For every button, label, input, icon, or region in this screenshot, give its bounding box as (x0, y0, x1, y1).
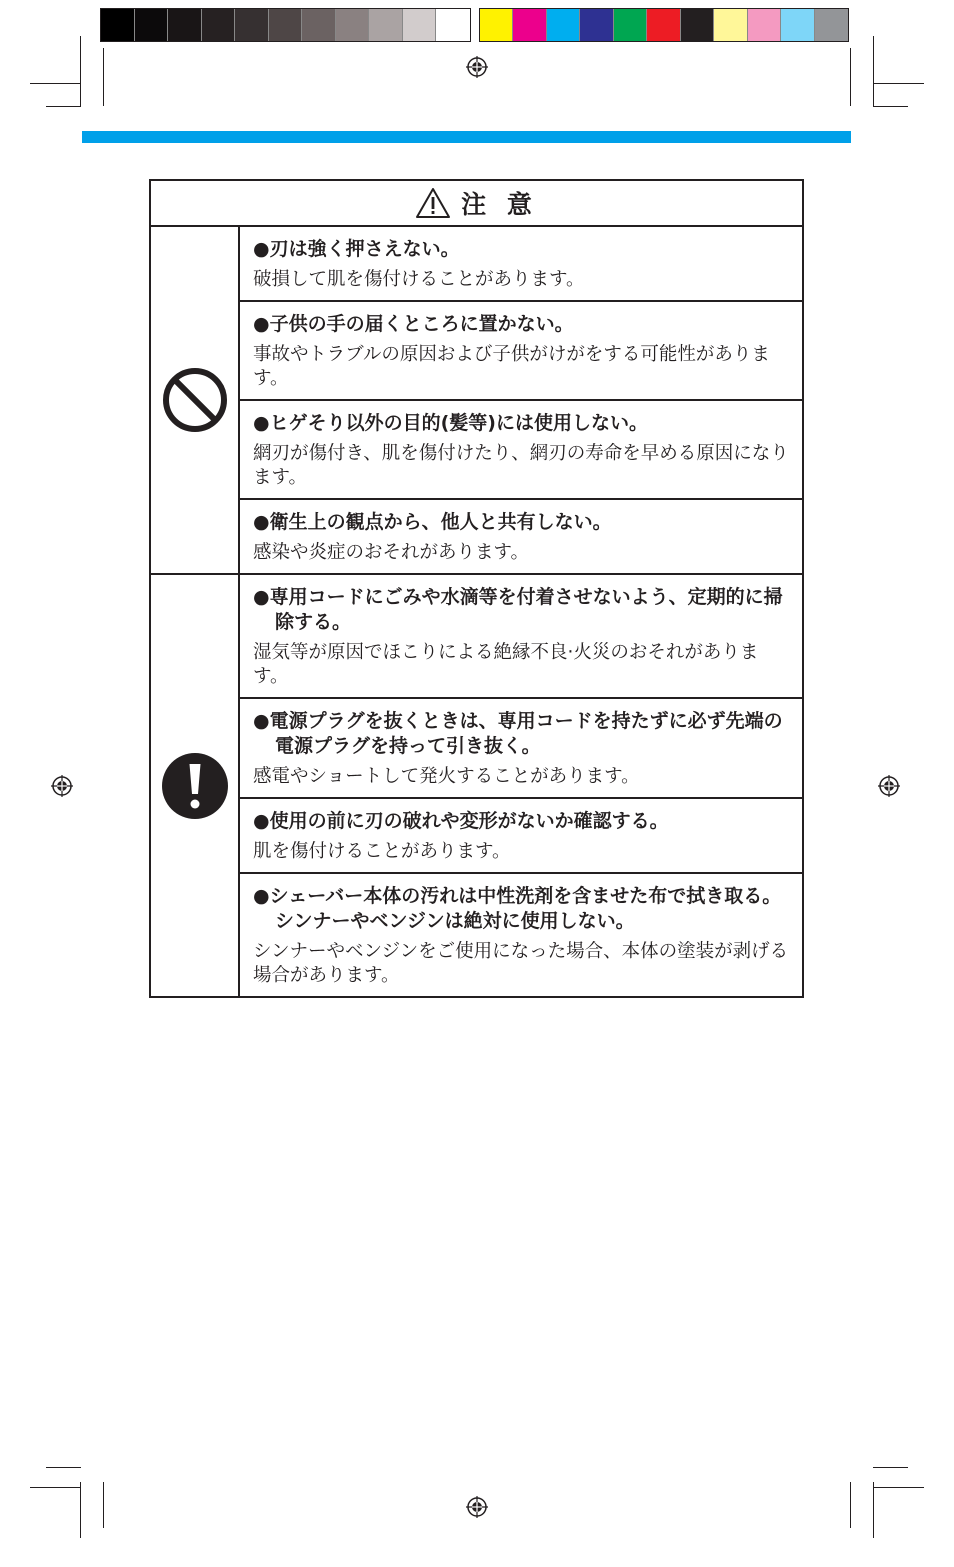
color-swatch (547, 9, 581, 41)
color-swatch (513, 9, 547, 41)
color-swatch (580, 9, 614, 41)
color-swatch (202, 9, 236, 41)
color-swatch (748, 9, 782, 41)
caution-item (240, 799, 802, 874)
registration-mark-icon (466, 56, 488, 78)
caution-item-heading: ●専用コードにごみや水滴等を付着させないよう、定期的に掃除する。 (253, 586, 783, 633)
caution-item-body: シンナーやベンジンをご使用になった場合、本体の塗装が剥げる場合があります。 (253, 941, 789, 986)
section-color-band (82, 131, 851, 143)
caution-item (240, 575, 802, 699)
caution-item-heading: ●刃は強く押さえない。 (253, 238, 460, 260)
registration-mark-icon (878, 775, 900, 797)
color-swatch (647, 9, 681, 41)
prohibition-symbol-cell (151, 227, 240, 573)
color-swatch (336, 9, 370, 41)
mandatory-symbol-cell (151, 575, 240, 996)
caution-item (240, 401, 802, 500)
color-swatch (614, 9, 648, 41)
process-swatch-group (479, 8, 850, 42)
caution-item-body: 網刃が傷付き、肌を傷付けたり、網刃の寿命を早める原因になります。 (253, 443, 789, 488)
caution-item-heading: ●ヒゲそり以外の目的(髪等)には使用しない。 (253, 412, 648, 434)
color-swatch (681, 9, 715, 41)
caution-item (240, 227, 802, 302)
color-swatch (714, 9, 748, 41)
caution-item-heading: ●子供の手の届くところに置かない。 (253, 313, 574, 335)
mandatory-items (240, 575, 802, 996)
color-swatch (269, 9, 303, 41)
printer-color-bar (100, 8, 849, 42)
color-swatch (168, 9, 202, 41)
prohibition-section (151, 227, 802, 575)
caution-item-body: 感電やショートして発火することがあります。 (253, 766, 640, 787)
color-swatch (781, 9, 815, 41)
caution-item-heading: ●衛生上の観点から、他人と共有しない。 (253, 511, 612, 533)
color-swatch (436, 9, 470, 41)
mandatory-section (151, 575, 802, 996)
caution-table (149, 179, 804, 998)
caution-header (151, 181, 802, 227)
caution-item-heading: ●シェーバー本体の汚れは中性洗剤を含ませた布で拭き取る。シンナーやベンジンは絶対に使用しない。 (253, 885, 782, 932)
registration-mark-icon (51, 775, 73, 797)
caution-item-body: 破損して肌を傷付けることがあります。 (253, 269, 585, 290)
caution-item (240, 302, 802, 401)
caution-item-body: 感染や炎症のおそれがあります。 (253, 542, 530, 563)
prohibition-icon (161, 366, 229, 434)
color-swatch (101, 9, 135, 41)
color-swatch (302, 9, 336, 41)
color-swatch (403, 9, 437, 41)
caution-title: 注 意 (461, 190, 538, 219)
caution-item (240, 500, 802, 573)
mandatory-action-icon (161, 752, 229, 820)
caution-item-body: 事故やトラブルの原因および子供がけがをする可能性があります。 (253, 344, 770, 389)
caution-item-heading: ●使用の前に刃の破れや変形がないか確認する。 (253, 810, 669, 832)
color-swatch (480, 9, 514, 41)
color-swatch (235, 9, 269, 41)
prohibition-items (240, 227, 802, 573)
caution-item (240, 874, 802, 996)
caution-item-heading: ●電源プラグを抜くときは、専用コードを持たずに必ず先端の電源プラグを持って引き抜く。 (253, 710, 783, 757)
caution-item-body: 湿気等が原因でほこりによる絶縁不良·火災のおそれがあります。 (253, 642, 759, 687)
color-swatch (135, 9, 169, 41)
color-swatch (815, 9, 849, 41)
gray-swatch-group (100, 8, 471, 42)
registration-mark-icon (466, 1496, 488, 1518)
warning-triangle-icon (415, 187, 451, 219)
caution-item-body: 肌を傷付けることがあります。 (253, 841, 511, 862)
color-swatch (369, 9, 403, 41)
caution-item (240, 699, 802, 799)
